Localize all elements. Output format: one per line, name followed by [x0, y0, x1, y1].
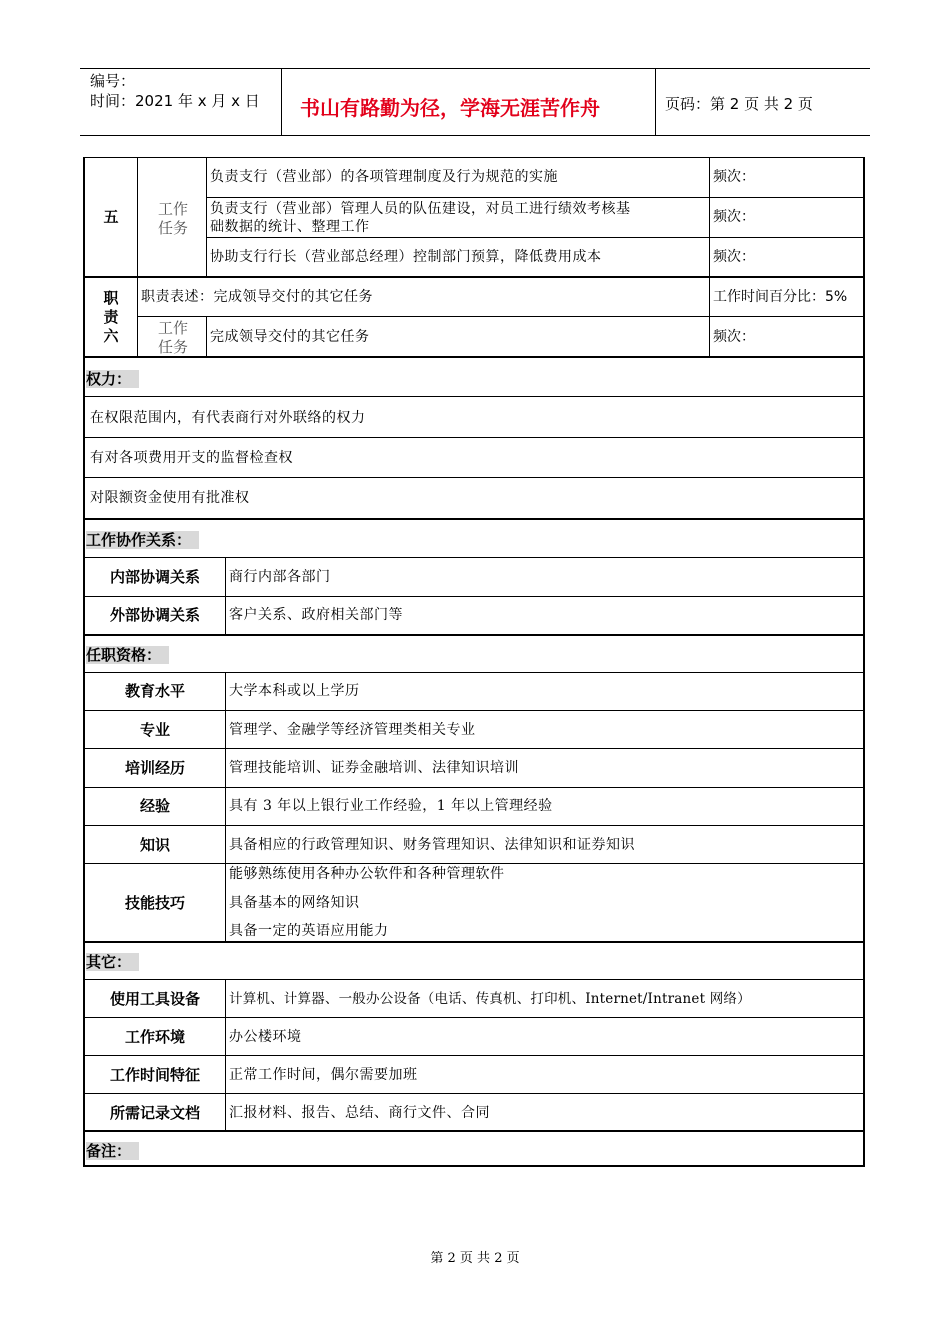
relations-external-label: 外部协调关系	[109, 606, 200, 624]
duty5-task-1-frequency: 频次：	[713, 169, 755, 185]
qual-col-divider	[225, 672, 226, 942]
authority-item-2: 有对各项费用开支的监督检查权	[90, 450, 293, 466]
duty6-task: 完成领导交付的其它任务	[210, 329, 370, 345]
other-worktime-label: 工作时间特征	[109, 1066, 200, 1084]
qual-skills-line-3: 具备一定的英语应用能力	[229, 923, 389, 939]
duty6-row-line	[137, 316, 865, 317]
task-col-divider-6	[206, 317, 207, 357]
duty5-task-label: 工作 任务	[157, 200, 188, 237]
duty5-task-3-frequency: 频次：	[713, 249, 755, 265]
duty6-label-3: 六	[103, 327, 119, 345]
page-footer: 第 2 页 共 2 页	[430, 1251, 520, 1266]
authority-item-3: 对限额资金使用有批准权	[90, 490, 250, 506]
authority-line-3	[83, 477, 865, 478]
qual-line-1	[83, 672, 865, 673]
relations-line-2	[83, 596, 865, 597]
duty5-section-number: 五	[103, 208, 119, 226]
job-description-table	[83, 157, 865, 1167]
qual-training-value: 管理技能培训、证券金融培训、法律知识培训	[229, 760, 519, 776]
duty5-row-line-2	[206, 237, 865, 238]
page-code: 页码：第 2 页 共 2 页	[665, 95, 813, 113]
authority-bottom-line	[83, 518, 865, 520]
duty6-task-label: 工作 任务	[157, 319, 188, 356]
header-divider-right	[655, 68, 656, 136]
authority-line-2	[83, 437, 865, 438]
relations-line-1	[83, 557, 865, 558]
duty-col-divider	[137, 157, 138, 357]
qualifications-bottom-line	[83, 941, 865, 943]
qual-training-label: 培训经历	[124, 759, 185, 777]
other-bottom-line	[83, 1130, 865, 1132]
freq-col-divider	[709, 157, 710, 357]
qual-skills-line-2: 具备基本的网络知识	[229, 895, 360, 911]
other-line-2	[83, 1017, 865, 1018]
document-number-label: 编号：	[90, 72, 136, 90]
other-documents-value: 汇报材料、报告、总结、商行文件、合同	[229, 1105, 490, 1121]
qual-line-2	[83, 710, 865, 711]
qualifications-title: 任职资格：	[86, 646, 169, 664]
other-line-3	[83, 1055, 865, 1056]
header-divider-left	[281, 68, 282, 136]
table-top-border	[83, 157, 865, 158]
duty6-statement: 职责表述：完成领导交付的其它任务	[141, 289, 373, 305]
duty6-bottom-line	[83, 356, 865, 358]
qual-experience-label: 经验	[139, 797, 170, 815]
other-tools-label: 使用工具设备	[109, 990, 200, 1008]
other-tools-value: 计算机、计算器、一般办公设备（电话、传真机、打印机、Internet/Intranet 网络）	[229, 991, 751, 1007]
qual-skills-label: 技能技巧	[124, 894, 185, 912]
relations-bottom-line	[83, 634, 865, 636]
duty5-task-2-line2: 础数据的统计、整理工作	[210, 219, 370, 235]
qual-major-value: 管理学、金融学等经济管理类相关专业	[229, 722, 476, 738]
other-environment-label: 工作环境	[124, 1028, 185, 1046]
qual-education-value: 大学本科或以上学历	[229, 683, 360, 699]
duty5-row-line-1	[206, 197, 865, 198]
remarks-title: 备注：	[86, 1142, 139, 1160]
qual-knowledge-label: 知识	[139, 836, 170, 854]
duty6-task-frequency: 频次：	[713, 329, 755, 345]
duty5-task-1: 负责支行（营业部）的各项管理制度及行为规范的实施	[210, 169, 558, 185]
duty6-label-2: 责	[103, 308, 119, 326]
relations-title: 工作协作关系：	[86, 531, 199, 549]
other-documents-label: 所需记录文档	[109, 1104, 200, 1122]
header-top-rule	[80, 68, 870, 69]
duty6-label-1: 职	[103, 289, 119, 307]
document-date: 时间：2021 年 x 月 x 日	[90, 92, 260, 110]
qual-major-label: 专业	[139, 721, 170, 739]
other-line-4	[83, 1093, 865, 1094]
other-title: 其它：	[86, 953, 139, 971]
authority-item-1: 在权限范围内，有代表商行对外联络的权力	[90, 410, 366, 426]
qual-line-5	[83, 825, 865, 826]
qual-skills-line-1: 能够熟练使用各种办公软件和各种管理软件	[229, 866, 505, 882]
duty5-task-2-frequency: 频次：	[713, 209, 755, 225]
authority-line-1	[83, 396, 865, 397]
other-worktime-value: 正常工作时间，偶尔需要加班	[229, 1067, 418, 1083]
qual-education-label: 教育水平	[124, 682, 185, 700]
qual-line-6	[83, 863, 865, 864]
header-bottom-rule	[80, 135, 870, 136]
duty6-time-percent: 工作时间百分比：5%	[713, 289, 848, 305]
other-environment-value: 办公楼环境	[229, 1029, 302, 1045]
relations-external-value: 客户关系、政府相关部门等	[229, 607, 403, 623]
qual-line-4	[83, 787, 865, 788]
task-col-divider	[206, 157, 207, 277]
duty5-task-3: 协助支行行长（营业部总经理）控制部门预算，降低费用成本	[210, 249, 602, 265]
relations-internal-label: 内部协调关系	[109, 568, 200, 586]
qual-experience-value: 具有 3 年以上银行业工作经验，1 年以上管理经验	[229, 798, 553, 814]
qual-line-3	[83, 748, 865, 749]
duty5-bottom-line	[83, 276, 865, 278]
qual-knowledge-value: 具备相应的行政管理知识、财务管理知识、法律知识和证券知识	[229, 837, 635, 853]
duty5-task-2-line1: 负责支行（营业部）管理人员的队伍建设，对员工进行绩效考核基	[210, 201, 631, 217]
other-line-1	[83, 979, 865, 980]
authority-title: 权力：	[86, 370, 139, 388]
relations-internal-value: 商行内部各部门	[229, 569, 331, 585]
header-motto: 书山有路勤为径，学海无涯苦作舟	[300, 96, 600, 120]
